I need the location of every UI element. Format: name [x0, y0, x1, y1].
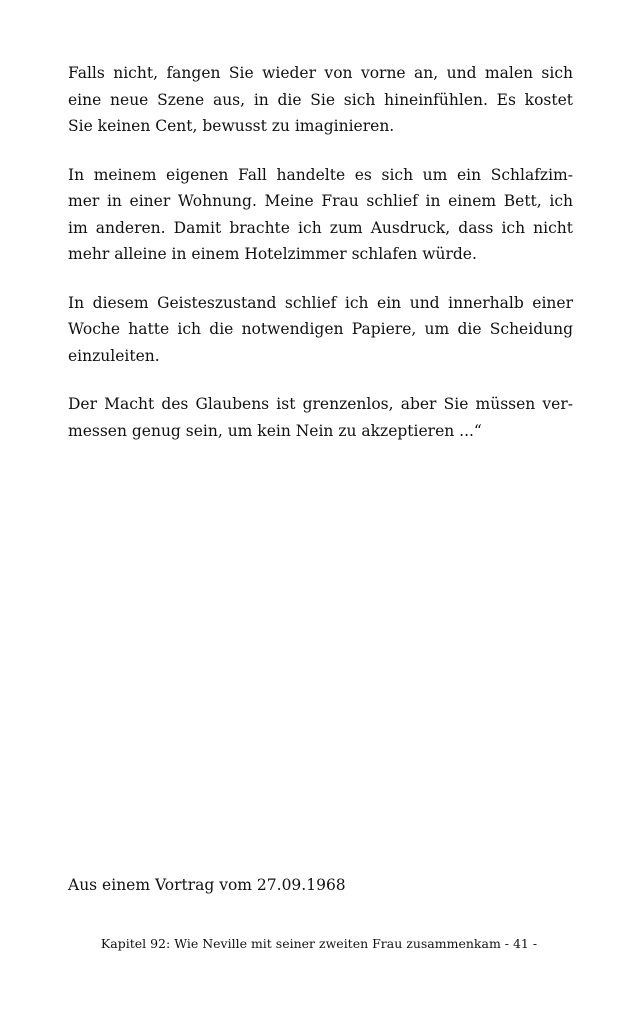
text-line: Falls nicht, fangen Sie wieder von vorne an, und malen sich	[68, 64, 573, 82]
paragraph	[68, 60, 573, 140]
text-line: In meinem eigenen Fall handelte es sich um ein Schlafzim-	[68, 165, 573, 184]
paragraph	[68, 290, 573, 370]
text-line: messen genug sein, um kein Nein zu akzeptieren ...“	[68, 421, 482, 440]
text-line: mehr alleine in einem Hotelzimmer schlafen würde.	[68, 245, 477, 263]
paragraph	[68, 391, 573, 444]
paragraph	[68, 162, 573, 268]
text-line: Woche hatte ich die notwendigen Papiere, um die Scheidung	[68, 320, 573, 338]
body-text	[68, 60, 573, 466]
source-line: Aus einem Vortrag vom 27.09.1968	[68, 876, 346, 894]
text-line: In diesem Geisteszustand schlief ich ein und innerhalb einer	[68, 293, 573, 312]
text-line: Der Macht des Glaubens ist grenzenlos, aber Sie müssen ver-	[68, 395, 573, 413]
text-line: im anderen. Damit brachte ich zum Ausdruck, dass ich nicht	[68, 218, 573, 237]
text-line: einzuleiten.	[68, 346, 160, 365]
page-footer: Kapitel 92: Wie Neville mit seiner zweiten Frau zusammenkam - 41 -	[100, 936, 538, 951]
text-line: mer in einer Wohnung. Meine Frau schlief in einem Bett, ich	[68, 192, 573, 210]
text-line: Sie keinen Cent, bewusst zu imaginieren.	[68, 117, 395, 135]
text-line: eine neue Szene aus, in die Sie sich hineinfühlen. Es kostet	[68, 90, 573, 109]
